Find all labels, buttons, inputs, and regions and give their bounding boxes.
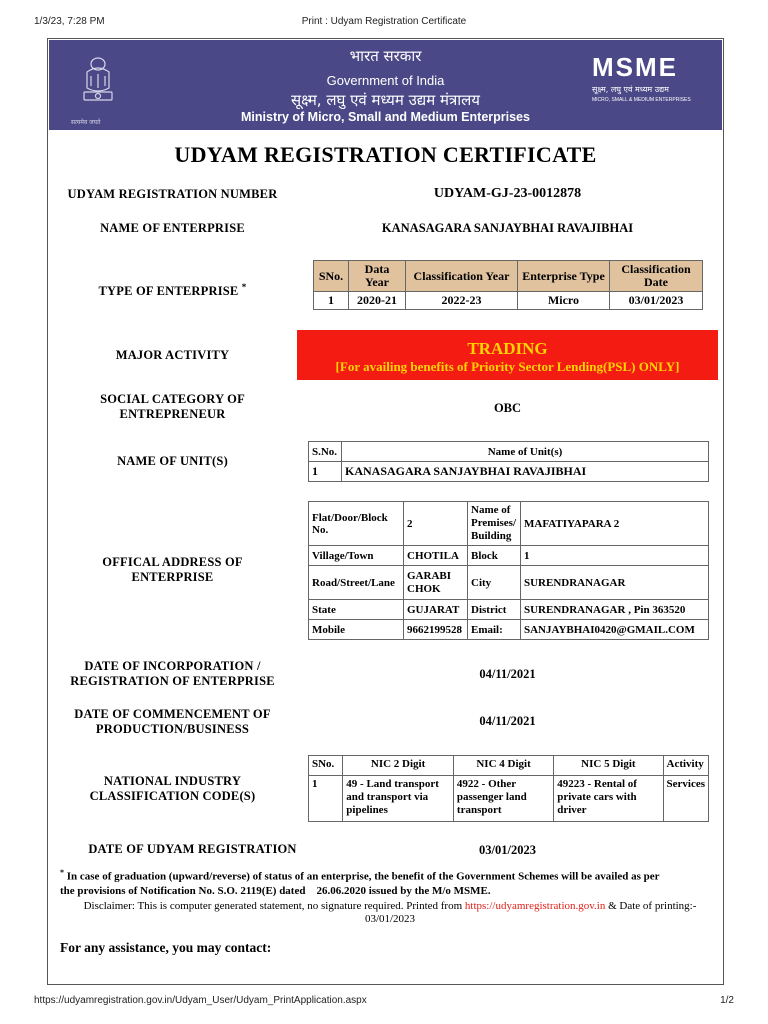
commencement-label-line1: DATE OF COMMENCEMENT OF xyxy=(74,707,271,721)
address-village-label: Village/Town xyxy=(309,546,404,566)
enterprise-type-label-text: TYPE OF ENTERPRISE xyxy=(98,284,239,299)
type-header-data-year: Data Year xyxy=(349,261,406,292)
government-banner xyxy=(49,40,722,130)
address-road-value: GARABI CHOK xyxy=(404,566,468,600)
address-label-line2: ENTERPRISE xyxy=(131,570,214,584)
print-url: https://udyamregistration.gov.in/Udyam_User/Udyam_PrintApplication.aspx xyxy=(34,995,367,1006)
social-category-label-line1: SOCIAL CATEGORY OF xyxy=(100,392,245,406)
address-email-value: SANJAYBHAI0420@GMAIL.COM xyxy=(521,620,709,640)
type-cell-classification-date: 03/01/2023 xyxy=(610,292,703,310)
disclaimer-text: Disclaimer: This is computer generated statement, no signature required. Printed from xyxy=(83,900,463,912)
address-city-label: City xyxy=(468,566,521,600)
type-cell-classification-year: 2022-23 xyxy=(406,292,518,310)
address-table xyxy=(308,501,709,640)
type-cell-enterprise-type: Micro xyxy=(518,292,610,310)
type-header-sno: SNo. xyxy=(314,261,349,292)
nic-header-4digit: NIC 4 Digit xyxy=(453,756,553,776)
print-page-number: 1/2 xyxy=(720,995,734,1006)
major-activity-label: MAJOR ACTIVITY xyxy=(115,348,230,362)
address-state-label: State xyxy=(309,600,404,620)
disclaimer-link[interactable]: https://udyamregistration.gov.in xyxy=(464,900,606,912)
udyam-date-value: 03/01/2023 xyxy=(479,843,536,857)
enterprise-type-star: * xyxy=(241,282,247,292)
footnote-line2: the provisions of Notification No. S.O. 2119(E) dated 26.06.2020 issued by the M/o MSME. xyxy=(60,884,491,897)
commencement-date: 04/11/2021 xyxy=(479,714,536,728)
incorporation-label xyxy=(50,659,295,689)
type-header-classification-year: Classification Year xyxy=(406,261,518,292)
social-category-label xyxy=(50,392,295,422)
footnote xyxy=(60,866,720,898)
address-label-line1: OFFICAL ADDRESS OF xyxy=(102,555,243,569)
type-cell-sno: 1 xyxy=(314,292,349,310)
units-cell-name: KANASAGARA SANJAYBHAI RAVAJIBHAI xyxy=(342,462,709,482)
enterprise-type-table xyxy=(313,260,703,310)
nic-label-line1: NATIONAL INDUSTRY xyxy=(103,774,242,788)
units-label: NAME OF UNIT(S) xyxy=(117,454,228,468)
banner-hindi-govt: भारत सरकार xyxy=(349,47,422,65)
major-activity-note: [For availing benefits of Priority Sector Lending(PSL) ONLY] xyxy=(335,359,680,374)
address-village-value: CHOTILA xyxy=(404,546,468,566)
reg-number-value: UDYAM-GJ-23-0012878 xyxy=(433,186,582,201)
social-category-label-line2: ENTREPRENEUR xyxy=(119,407,226,421)
address-premises-label: Name of Premises/ Building xyxy=(468,502,521,546)
address-road-label: Road/Street/Lane xyxy=(309,566,404,600)
social-category-value: OBC xyxy=(493,401,522,415)
nic-label-line2: CLASSIFICATION CODE(S) xyxy=(89,789,256,803)
print-datetime: 1/3/23, 7:28 PM xyxy=(34,16,105,27)
address-flat-label: Flat/Door/Block No. xyxy=(309,502,404,546)
nic-cell-4digit: 4922 - Other passenger land transport xyxy=(453,776,553,822)
nic-label xyxy=(50,774,295,804)
print-date: 03/01/2023 xyxy=(364,913,416,925)
commencement-label-line2: PRODUCTION/BUSINESS xyxy=(95,722,250,736)
assistance-text: For any assistance, you may contact: xyxy=(60,940,272,955)
incorporation-date: 04/11/2021 xyxy=(479,667,536,681)
major-activity-value: TRADING xyxy=(467,339,548,358)
msme-logo xyxy=(592,54,702,103)
type-header-enterprise-type: Enterprise Type xyxy=(518,261,610,292)
address-premises-value: MAFATIYAPARA 2 xyxy=(521,502,709,546)
address-district-value: SURENDRANAGAR , Pin 363520 xyxy=(521,600,709,620)
enterprise-name-value: KANASAGARA SANJAYBHAI RAVAJIBHAI xyxy=(381,221,634,235)
nic-header-sno: SNo. xyxy=(309,756,343,776)
units-cell-sno: 1 xyxy=(309,462,342,482)
address-city-value: SURENDRANAGAR xyxy=(521,566,709,600)
print-page-title: Print : Udyam Registration Certificate xyxy=(301,16,467,27)
footnote-line1 xyxy=(60,866,720,884)
address-flat-value: 2 xyxy=(404,502,468,546)
nic-header-activity: Activity xyxy=(663,756,708,776)
nic-table xyxy=(308,755,709,822)
nic-cell-5digit: 49223 - Rental of private cars with driver xyxy=(554,776,663,822)
address-mobile-value: 9662199528 xyxy=(404,620,468,640)
banner-ministry: Ministry of Micro, Small and Medium Enterprises xyxy=(241,110,530,124)
reg-number-label: UDYAM REGISTRATION NUMBER xyxy=(67,187,278,201)
address-block-value: 1 xyxy=(521,546,709,566)
address-label xyxy=(50,555,295,585)
nic-header-5digit: NIC 5 Digit xyxy=(554,756,663,776)
type-cell-data-year: 2020-21 xyxy=(349,292,406,310)
units-header-sno: S.No. xyxy=(309,442,342,462)
banner-hindi-ministry: सूक्ष्म, लघु एवं मध्यम उद्यम मंत्रालय xyxy=(291,91,480,109)
address-email-label: Email: xyxy=(468,620,521,640)
msme-logo-hindi: सूक्ष्म, लघु एवं मध्यम उद्यम xyxy=(592,85,669,94)
address-district-label: District xyxy=(468,600,521,620)
msme-logo-tagline: MICRO, SMALL & MEDIUM ENTERPRISES xyxy=(592,97,691,103)
units-table xyxy=(308,441,709,482)
nic-cell-activity: Services xyxy=(663,776,708,822)
address-state-value: GUJARAT xyxy=(404,600,468,620)
nic-cell-sno: 1 xyxy=(309,776,343,822)
emblem-caption: सत्यमेव जयते xyxy=(71,119,101,126)
udyam-date-label: DATE OF UDYAM REGISTRATION xyxy=(88,842,297,856)
disclaimer-text-2: & Date of printing:- xyxy=(608,900,697,912)
footnote-line1-text: In case of graduation (upward/reverse) of status of an enterprise, the benefit of the Government Schemes will be availed as per xyxy=(66,870,660,883)
incorporation-label-line2: REGISTRATION OF ENTERPRISE xyxy=(70,674,275,688)
nic-cell-2digit: 49 - Land transport and transport via pipelines xyxy=(343,776,454,822)
disclaimer xyxy=(60,900,720,926)
enterprise-name-label: NAME OF ENTERPRISE xyxy=(100,221,245,235)
msme-logo-text: MSME xyxy=(592,52,678,82)
enterprise-type-label xyxy=(50,282,295,299)
commencement-label xyxy=(50,707,295,737)
address-block-label: Block xyxy=(468,546,521,566)
address-mobile-label: Mobile xyxy=(309,620,404,640)
incorporation-label-line1: DATE OF INCORPORATION / xyxy=(84,659,261,673)
banner-govt: Government of India xyxy=(326,73,445,88)
nic-header-2digit: NIC 2 Digit xyxy=(343,756,454,776)
units-header-name: Name of Unit(s) xyxy=(342,442,709,462)
footnote-star: * xyxy=(60,868,64,877)
type-header-classification-date: Classification Date xyxy=(610,261,703,292)
certificate-title: UDYAM REGISTRATION CERTIFICATE xyxy=(174,142,597,167)
major-activity-box xyxy=(297,330,718,380)
